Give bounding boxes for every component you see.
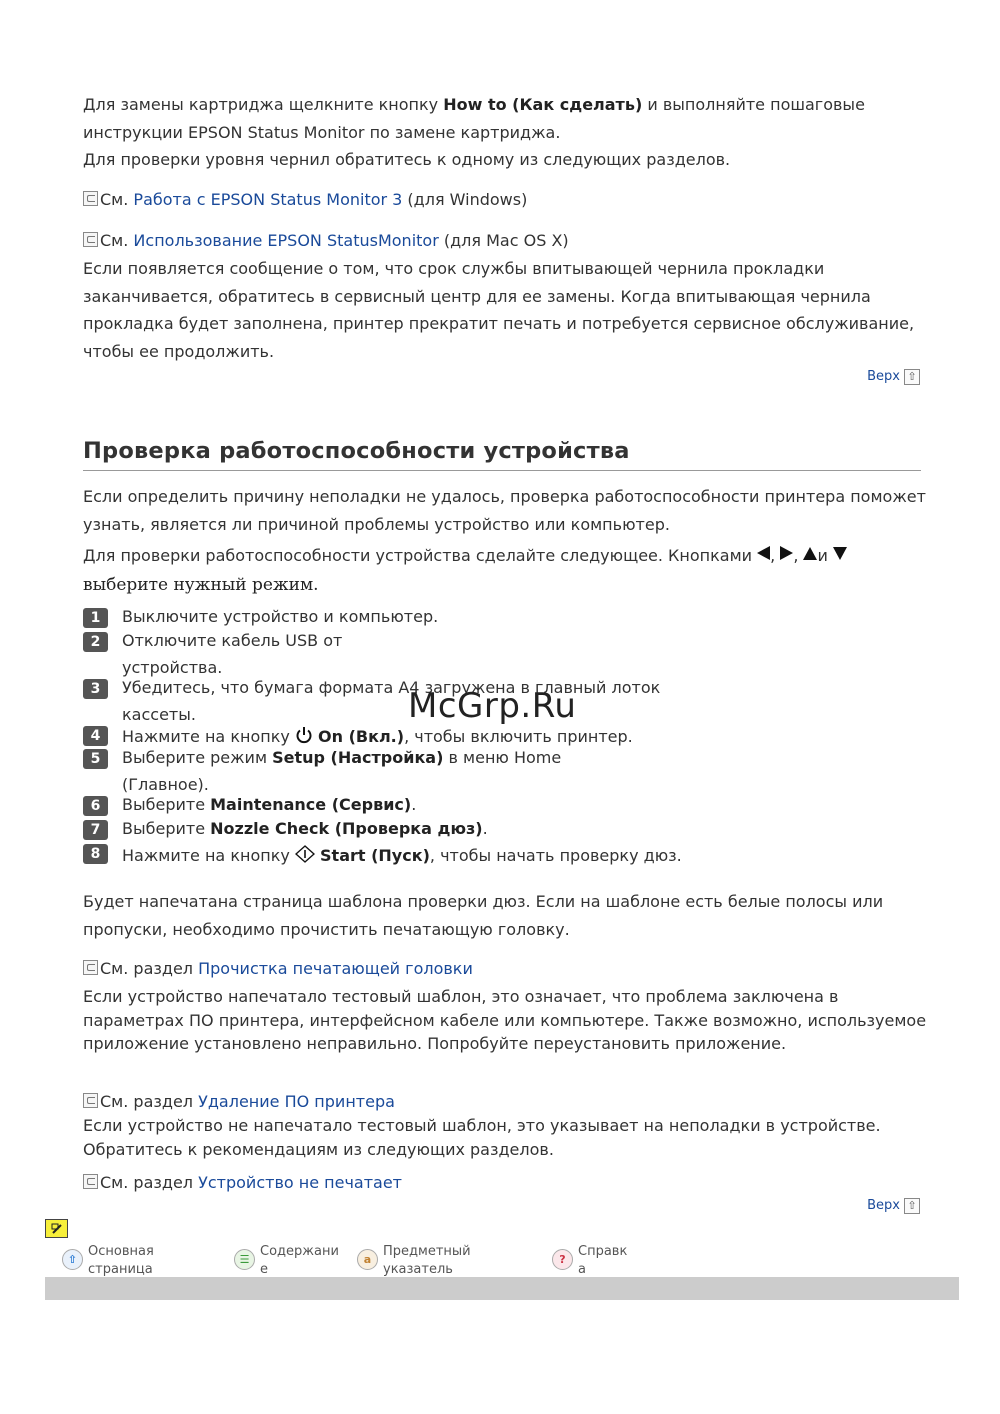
link-uninstall[interactable]: Удаление ПО принтера: [198, 1092, 395, 1111]
step-text: [122, 817, 702, 840]
see-also-windows: [83, 188, 527, 212]
link-head-cleaning[interactable]: Прочистка печатающей головки: [198, 959, 473, 978]
see-prefix: См. раздел: [100, 1092, 199, 1111]
intro-text-end: и выполняйте пошаговые инструкции EPSON Status Monitor по замене картриджа.: [83, 95, 865, 142]
step-text-post: в меню Home (Главное).: [122, 748, 562, 794]
section-title: Проверка работоспособности устройства: [83, 438, 921, 471]
step-number: 2: [83, 632, 108, 652]
reference-arrow-icon: [83, 1174, 98, 1189]
nav-label-line: указатель: [383, 1262, 453, 1277]
step-number: 8: [83, 844, 108, 864]
step-text-post: .: [411, 795, 417, 814]
step-text-pre: Выберите: [122, 819, 211, 838]
step-number: 4: [83, 726, 108, 746]
up-arrow-icon: [803, 547, 817, 560]
step-text: Отключите кабель USB от устройства.: [122, 631, 343, 677]
help-icon: ?: [552, 1249, 573, 1270]
nav-help[interactable]: [552, 1243, 627, 1279]
step-number: 6: [83, 796, 108, 816]
nav-contents[interactable]: [234, 1243, 339, 1279]
nav-label-line: Предметный: [383, 1244, 471, 1259]
back-to-top-link[interactable]: [867, 1198, 920, 1214]
nav-label: [578, 1243, 627, 1279]
step-text-post: .: [482, 819, 488, 838]
nav-label-line: Справк: [578, 1244, 628, 1259]
step-text: Выключите устройство и компьютер.: [122, 607, 439, 626]
start-label: Start (Пуск): [320, 846, 430, 865]
step-text: [122, 842, 682, 869]
nav-home[interactable]: [62, 1243, 154, 1279]
home-icon: ⇧: [62, 1249, 83, 1270]
see-also-head-cleaning: [83, 957, 473, 981]
link-status-monitor-3[interactable]: Работа с EPSON Status Monitor 3: [133, 190, 403, 209]
nav-label-line: страница: [88, 1262, 153, 1277]
step-number: 1: [83, 608, 108, 628]
ink-level-text: Для проверки уровня чернил обратитесь к одному из следующих разделов.: [83, 150, 731, 169]
reference-arrow-icon: [83, 960, 98, 975]
result-paragraph: Будет напечатана страница шаблона проверки дюз. Если на шаблоне есть белые полосы или пропуски, необходимо прочистить печатающую головку.: [83, 892, 884, 939]
separator: ,: [770, 546, 781, 565]
how-to-label: How to (Как сделать): [443, 95, 643, 114]
ok-paragraph: Если устройство напечатало тестовый шаблон, это означает, что проблема заключена в параметрах ПО принтера, интерфейсном кабеле или компьютере. Также возможно, используемое приложение установлено неправильно. Попробуйте переустановить приложение.: [83, 987, 927, 1053]
nav-label-line: Содержани: [260, 1244, 339, 1259]
see-prefix: См.: [100, 231, 134, 250]
nav-label-line: Основная: [88, 1244, 154, 1259]
see-prefix: См.: [100, 190, 134, 209]
down-arrow-icon: [833, 547, 847, 560]
step-text-post: , чтобы начать проверку дюз.: [429, 846, 682, 865]
step-text-pre: Нажмите на кнопку: [122, 846, 295, 865]
instruction-text: Для проверки работоспособности устройства сделайте следующее. Кнопками: [83, 546, 758, 565]
top-link-label: Верх: [867, 1198, 900, 1213]
see-prefix: См. раздел: [100, 1173, 199, 1192]
link-not-printing[interactable]: Устройство не печатает: [198, 1173, 402, 1192]
intro-paragraph: [83, 91, 933, 174]
link-status-monitor-mac[interactable]: Использование EPSON StatusMonitor: [133, 231, 439, 250]
step-text-pre: Выберите: [122, 795, 211, 814]
footer-navigation: [62, 1243, 942, 1279]
step-text-pre: Нажмите на кнопку: [122, 727, 295, 746]
step-text: [122, 793, 702, 816]
back-to-top-link[interactable]: [867, 369, 920, 385]
fail-paragraph: Если устройство не напечатало тестовый шаблон, это указывает на неполадки в устройстве. Обратитесь к рекомендациям из следующих разделов.: [83, 1116, 881, 1159]
intro-text: Для замены картриджа щелкните кнопку: [83, 95, 444, 114]
step-text-pre: Выберите режим: [122, 748, 273, 767]
nav-label: [88, 1243, 154, 1279]
right-arrow-icon: [780, 546, 793, 560]
step-text-post: , чтобы включить принтер.: [404, 727, 633, 746]
footer-bar: [45, 1277, 959, 1300]
contents-icon: ☰: [234, 1249, 255, 1270]
arrow-up-icon: ⇧: [904, 1198, 920, 1214]
see-also-mac: [83, 229, 569, 253]
step-number: 5: [83, 749, 108, 769]
step-text: Убедитесь, что бумага формата A4 загружена в главный лоток кассеты.: [122, 678, 661, 724]
separator: ,: [793, 546, 804, 565]
nav-label: [260, 1243, 339, 1279]
start-icon: [295, 845, 315, 863]
section-intro: Если определить причину неполадки не удалось, проверка работоспособности принтера поможет узнать, является ли причиной проблемы устройство или компьютер.: [83, 487, 926, 534]
reference-arrow-icon: [83, 1093, 98, 1108]
select-mode-text: выберите нужный режим.: [83, 575, 319, 595]
power-icon: [295, 726, 313, 744]
nav-label-line: а: [578, 1262, 586, 1277]
top-link-label: Верх: [867, 369, 900, 384]
ink-pad-paragraph: Если появляется сообщение о том, что срок службы впитывающей чернила прокладки заканчивается, обратитесь в сервисный центр для ее замены. Когда впитывающая чернила прокладка будет заполнена, принтер прекратит печать и потребуется сервисное обслуживание, чтобы ее продолжить.: [83, 259, 915, 361]
see-prefix: См. раздел: [100, 959, 199, 978]
left-arrow-icon: [757, 546, 770, 560]
nozzle-check-label: Nozzle Check (Проверка дюз): [210, 819, 483, 838]
see-suffix: (для Mac OS X): [438, 231, 569, 250]
nav-label: [383, 1243, 471, 1279]
reference-arrow-icon: [83, 232, 98, 247]
reference-arrow-icon: [83, 191, 98, 206]
step-number: 7: [83, 820, 108, 840]
see-also-not-printing: [83, 1171, 402, 1195]
on-button-label: On (Вкл.): [318, 727, 405, 746]
maintenance-label: Maintenance (Сервис): [210, 795, 412, 814]
nav-index[interactable]: [357, 1243, 471, 1279]
separator: и: [817, 546, 833, 565]
buttons-instruction: [83, 542, 933, 570]
step-number: 3: [83, 679, 108, 699]
setup-label: Setup (Настройка): [272, 748, 444, 767]
index-icon: a: [357, 1249, 378, 1270]
arrow-up-icon: ⇧: [904, 369, 920, 385]
see-also-uninstall: [83, 1090, 395, 1114]
step-text: [122, 744, 592, 798]
pen-icon: [50, 1222, 64, 1236]
watermark: McGrp.Ru: [408, 686, 577, 726]
nav-label-line: е: [260, 1262, 268, 1277]
notes-pen-icon[interactable]: [45, 1219, 68, 1238]
see-suffix: (для Windows): [402, 190, 528, 209]
